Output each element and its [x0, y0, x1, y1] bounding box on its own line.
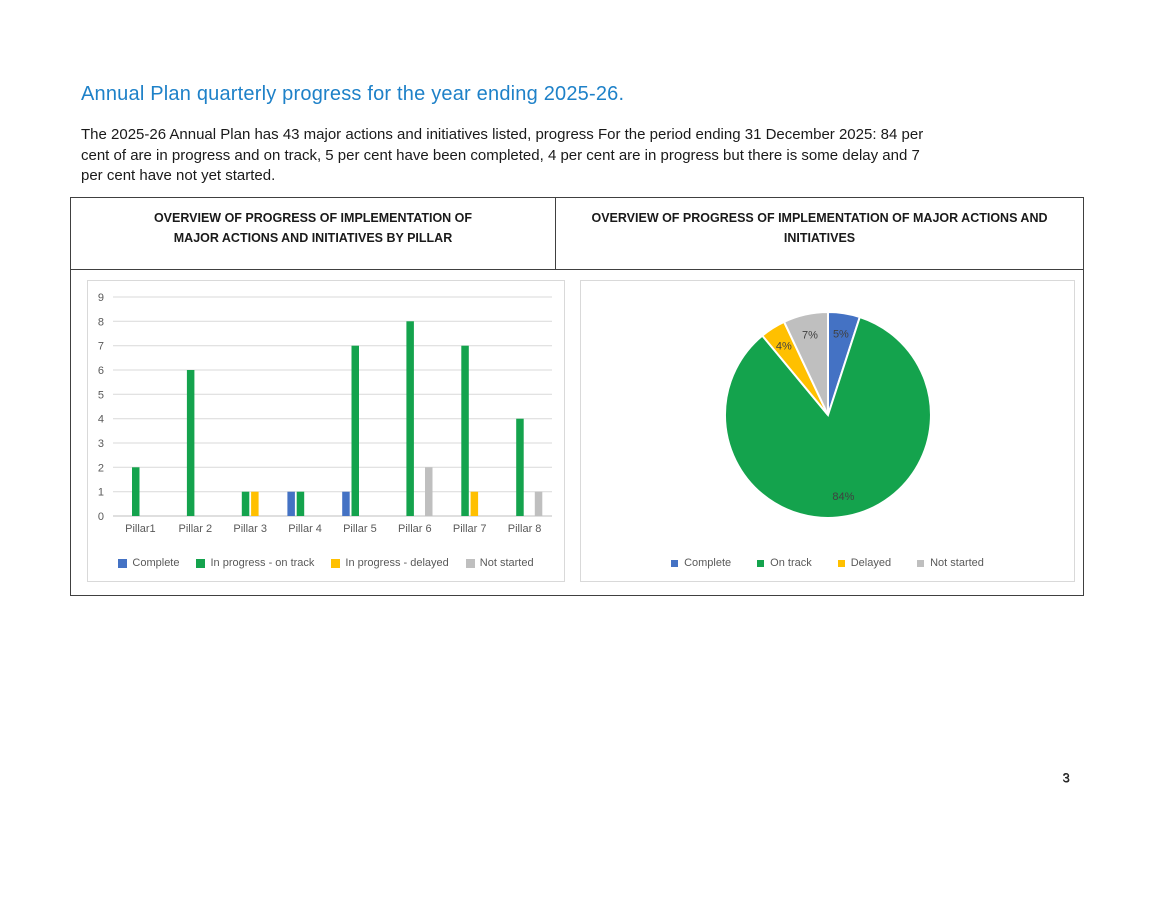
legend-swatch — [671, 560, 678, 567]
intro-line-1: The 2025-26 Annual Plan has 43 major actions and initiatives listed, progress For the period ending 31 December 2025: 84 per — [81, 126, 924, 143]
svg-text:Pillar 7: Pillar 7 — [452, 523, 487, 535]
svg-text:Pillar 8: Pillar 8 — [507, 523, 542, 535]
svg-text:Pillar 5: Pillar 5 — [343, 523, 377, 535]
svg-text:5%: 5% — [832, 328, 849, 341]
svg-text:Pillar 4: Pillar 4 — [288, 523, 322, 535]
svg-text:7%: 7% — [802, 329, 818, 342]
legend-item — [757, 557, 812, 569]
svg-text:5: 5 — [97, 389, 104, 402]
pie-chart-title-cell — [556, 198, 1083, 269]
legend-item — [118, 557, 179, 569]
svg-text:4: 4 — [97, 413, 104, 426]
svg-text:6: 6 — [97, 365, 104, 377]
legend-swatch — [118, 559, 127, 568]
svg-text:4%: 4% — [775, 340, 792, 353]
svg-text:Pillar 6: Pillar 6 — [397, 523, 432, 535]
bar-chart-frame — [87, 280, 565, 582]
legend-item — [838, 557, 891, 569]
svg-text:Pillar1: Pillar1 — [125, 523, 156, 535]
legend-item — [331, 557, 448, 569]
page-title: Annual Plan quarterly progress for the year ending 2025-26. — [81, 83, 625, 105]
bar-chart-legend — [88, 557, 564, 569]
svg-text:Pillar 2: Pillar 2 — [178, 523, 213, 535]
svg-text:8: 8 — [97, 316, 104, 329]
legend-swatch — [757, 560, 764, 567]
svg-text:0: 0 — [97, 511, 104, 523]
legend-item — [671, 557, 731, 569]
bar-chart-title-cell — [71, 198, 556, 269]
legend-swatch — [917, 560, 924, 567]
svg-text:7: 7 — [97, 340, 104, 353]
charts-table — [70, 197, 1084, 596]
legend-swatch — [196, 559, 205, 568]
legend-swatch — [466, 559, 475, 568]
pie-chart — [581, 281, 1074, 581]
legend-label: Not started — [930, 557, 984, 569]
legend-label: Complete — [684, 557, 732, 569]
bar-chart — [88, 281, 564, 581]
legend-label: On track — [770, 557, 812, 569]
legend-item — [917, 557, 984, 569]
legend-swatch — [838, 560, 845, 567]
svg-text:3: 3 — [97, 438, 104, 450]
svg-text:84%: 84% — [832, 490, 855, 503]
legend-item — [466, 557, 534, 569]
legend-label: In progress - delayed — [345, 557, 449, 569]
legend-label: Complete — [132, 557, 180, 569]
legend-label: Delayed — [850, 557, 892, 569]
svg-text:9: 9 — [97, 292, 104, 304]
pie-chart-title: OVERVIEW OF PROGRESS OF IMPLEMENTATION OF MAJOR ACTIONS AND INITIATIVES — [591, 211, 1048, 245]
legend-label: Not started — [479, 557, 534, 569]
legend-label: In progress - on track — [210, 557, 315, 569]
intro-line-3: per cent have not yet started. — [81, 167, 276, 184]
pie-chart-frame — [580, 280, 1075, 582]
svg-text:2: 2 — [97, 462, 104, 475]
intro-paragraph — [81, 125, 1011, 187]
pie-chart-legend — [581, 557, 1074, 569]
legend-swatch — [331, 559, 340, 568]
svg-text:1: 1 — [97, 486, 104, 499]
legend-item — [196, 557, 314, 569]
bar-chart-title: OVERVIEW OF PROGRESS OF IMPLEMENTATION OF MAJOR ACTIONS AND INITIATIVES BY PILLAR — [153, 211, 473, 245]
svg-text:Pillar 3: Pillar 3 — [233, 523, 268, 535]
charts-table-header-row — [71, 198, 1083, 270]
intro-line-2: cent of are in progress and on track, 5 per cent have been completed, 4 per cent are in progress but there is some delay and 7 — [81, 146, 920, 164]
page-number: 3 — [1062, 770, 1070, 785]
